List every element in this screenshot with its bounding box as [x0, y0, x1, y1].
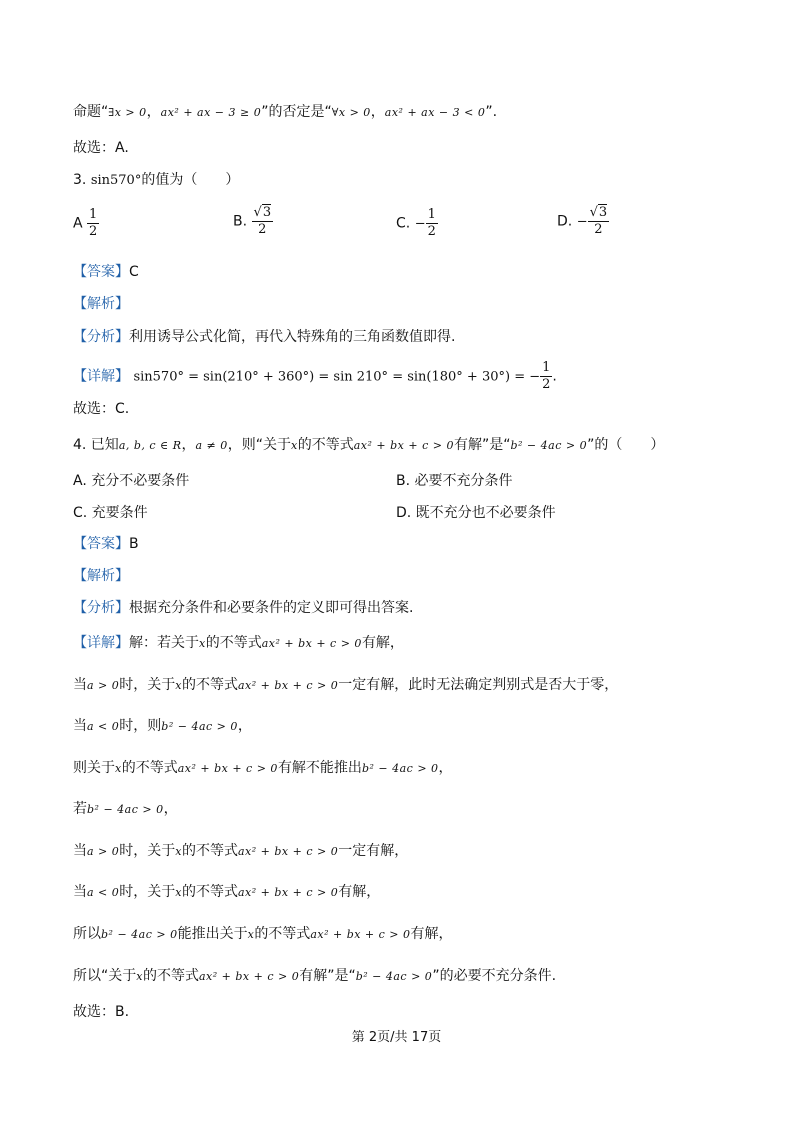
denominator: 2 [542, 377, 551, 392]
math: x [115, 762, 122, 775]
text: 4. 已知 [73, 437, 119, 453]
math: a ≠ 0 [195, 439, 228, 452]
fraction [540, 360, 552, 393]
text: 时，关于 [119, 677, 176, 693]
detail-4 [73, 634, 404, 653]
minus-sign: − [414, 216, 426, 232]
math: a < 0 [87, 720, 120, 733]
step-6 [73, 883, 380, 902]
math: a, b, c ∈ R [118, 439, 182, 452]
text: ”的必要不充分条件. [432, 968, 557, 984]
analysis-heading-3 [73, 295, 129, 313]
detail-3 [73, 360, 557, 393]
math: b² − 4ac > 0 [361, 762, 439, 775]
numerator: 1 [89, 207, 98, 222]
fraction [252, 205, 274, 238]
text: 利用诱导公式化简，再代入特殊角的三角函数值即得. [129, 329, 456, 345]
math: sin570° = sin(210° + 360°) = sin 210° = sin(180° + 30°) = − [133, 369, 541, 385]
choice-line: 故选：C. [73, 401, 130, 417]
text: 时，则 [119, 718, 162, 734]
fraction [87, 207, 99, 240]
step-2 [73, 717, 252, 736]
text: ， [370, 104, 385, 120]
step-3 [73, 759, 453, 778]
question-number: 3. [73, 172, 87, 188]
math: x [175, 845, 182, 858]
text: ”的（ ） [587, 437, 665, 453]
text: 命题“ [73, 104, 109, 120]
step-8 [73, 967, 556, 986]
step-7 [73, 925, 453, 944]
fraction [426, 207, 438, 240]
text: 有解不能推出 [277, 760, 362, 776]
text: 根据充分条件和必要条件的定义即可得出答案. [129, 600, 414, 616]
math: ax² + bx + c > 0 [238, 845, 339, 858]
denominator: 2 [427, 224, 436, 239]
math: ∃x > 0 [108, 106, 147, 119]
minus-sign: − [576, 214, 588, 230]
text: 的不等式 [254, 926, 311, 942]
text: 有解， [361, 635, 404, 651]
radicand: 3 [598, 205, 608, 220]
math: b² − 4ac > 0 [355, 970, 433, 983]
text: 的不等式 [142, 968, 199, 984]
answer-tag: 【答案】 [73, 264, 129, 280]
text: 的不等式 [182, 843, 238, 859]
text: 一定有解， [338, 843, 409, 859]
answer-value: C [129, 264, 139, 280]
analysis-tag: 【分析】 [73, 329, 129, 345]
option-label: D. [557, 213, 573, 230]
text: 能推出关于 [177, 926, 248, 942]
denominator: 2 [594, 222, 603, 237]
math: a > 0 [87, 679, 120, 692]
denominator: 2 [89, 224, 98, 239]
option-b [233, 205, 273, 238]
option-a: A. 充分不必要条件 [73, 473, 190, 489]
text: 时，关于 [119, 884, 176, 900]
analysis-tag: 【分析】 [73, 600, 129, 616]
text: 当 [73, 718, 87, 734]
math: b² − 4ac > 0 [101, 928, 178, 941]
text: 有解”是“ [453, 437, 511, 453]
radicand: 3 [262, 205, 272, 220]
denominator: 2 [258, 222, 267, 237]
text: 时，关于 [119, 843, 176, 859]
option-c [396, 207, 438, 240]
math: ax² + bx + c > 0 [238, 886, 339, 899]
math: ax² + bx + c > 0 [261, 637, 362, 650]
text: ，则“关于 [227, 437, 292, 453]
text: 有解， [338, 884, 381, 900]
analysis-heading-4 [73, 567, 129, 585]
analysis-4 [73, 599, 413, 617]
option-a [73, 207, 99, 240]
option-d: D. 既不充分也不必要条件 [396, 505, 556, 521]
option-label: A [73, 215, 83, 232]
math: x [291, 439, 298, 452]
math: x [136, 970, 143, 983]
text: ， [146, 104, 161, 120]
choice-line: 故选：B. [73, 1004, 130, 1020]
text: 解：若关于 [129, 635, 199, 651]
question-3 [73, 171, 239, 190]
text: 当 [73, 884, 87, 900]
text: ”. [485, 104, 498, 120]
numerator: √3 [253, 205, 272, 220]
math: ax² + bx + c > 0 [198, 970, 300, 983]
text: 的不等式 [182, 677, 238, 693]
fraction [588, 205, 610, 238]
step-5 [73, 842, 408, 861]
math: x [247, 928, 255, 941]
math: ax² + ax − 3 ≥ 0 [160, 106, 262, 119]
detail-tag: 【详解】 [73, 635, 129, 651]
option-label: C. [396, 215, 411, 232]
math: ∀x > 0 [331, 106, 371, 119]
text: 所以“关于 [73, 968, 137, 984]
numerator: √3 [589, 205, 608, 220]
text: 有解”是“ [299, 968, 356, 984]
analysis-tag: 【解析】 [73, 296, 129, 312]
answer-value: B [129, 536, 139, 552]
math: sin570° [90, 173, 142, 188]
step-4 [73, 800, 178, 819]
analysis-tag: 【解析】 [73, 568, 129, 584]
text: 当 [73, 843, 87, 859]
math: a > 0 [87, 845, 120, 858]
page-footer: 第 2页/共 17页 [351, 1030, 442, 1045]
text: . [552, 368, 557, 385]
math: ax² + bx + c > 0 [353, 439, 454, 452]
detail-tag: 【详解】 [73, 368, 129, 385]
choice-line: 故选：A. [73, 140, 129, 156]
text: 的不等式 [297, 437, 354, 453]
option-d [557, 205, 609, 238]
text: 的不等式 [205, 635, 262, 651]
text: ”的否定是“ [261, 104, 332, 120]
option-label: B. [233, 213, 248, 230]
text: 的不等式 [121, 760, 178, 776]
text: 有解， [410, 926, 453, 942]
math: b² − 4ac > 0 [161, 720, 238, 733]
math: ax² + bx + c > 0 [238, 679, 339, 692]
analysis-3 [73, 328, 455, 346]
text: 则关于 [73, 760, 115, 776]
numerator: 1 [542, 360, 551, 375]
text: 一定有解，此时无法确定判别式是否大于零， [338, 677, 619, 693]
negation-line [73, 103, 497, 122]
answer-4 [73, 535, 139, 553]
math: x [199, 637, 206, 650]
math: ax² + ax − 3 < 0 [384, 106, 486, 119]
math: b² − 4ac > 0 [87, 803, 164, 816]
math: b² − 4ac > 0 [510, 439, 588, 452]
numerator: 1 [427, 207, 436, 222]
math: ax² + bx + c > 0 [310, 928, 411, 941]
text: ， [237, 718, 252, 734]
text: ， [181, 437, 196, 453]
text: 的值为（ ） [141, 172, 240, 188]
text: 当 [73, 677, 87, 693]
step-1 [73, 676, 618, 695]
option-c: C. 充要条件 [73, 505, 148, 521]
math: x [175, 886, 182, 899]
answer-tag: 【答案】 [73, 536, 129, 552]
text: ， [163, 801, 178, 817]
text: 若 [73, 801, 87, 817]
option-b: B. 必要不充分条件 [396, 473, 513, 489]
text: ， [438, 760, 453, 776]
math: ax² + bx + c > 0 [177, 762, 278, 775]
answer-3 [73, 263, 139, 281]
math: x [175, 679, 182, 692]
text: 所以 [73, 926, 101, 942]
text: 的不等式 [182, 884, 238, 900]
math: a < 0 [87, 886, 120, 899]
question-4 [73, 436, 664, 455]
